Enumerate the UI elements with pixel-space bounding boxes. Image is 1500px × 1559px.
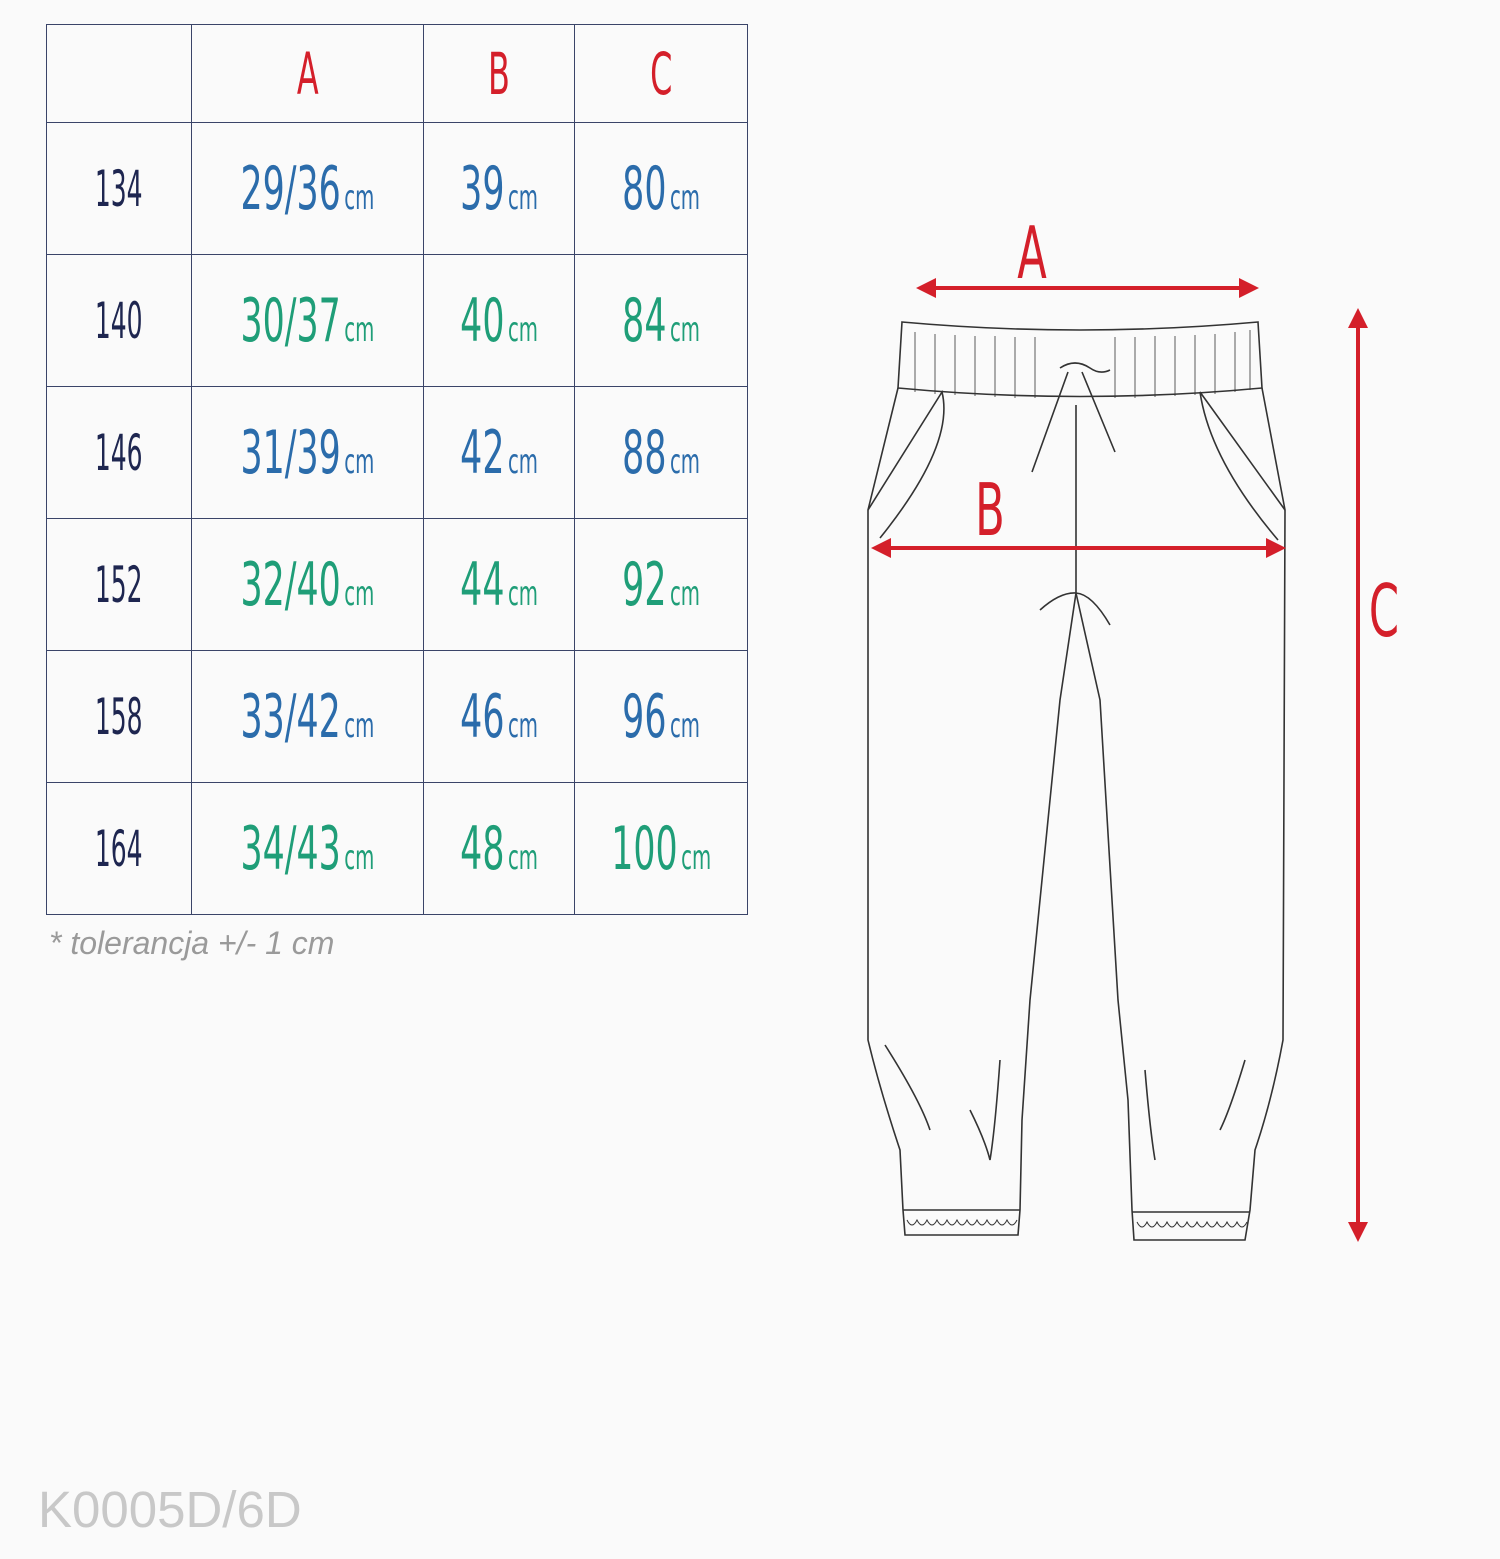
measurement-a-value: 31/39 [240,417,341,488]
tolerance-note: * tolerancja +/- 1 cm [49,925,335,961]
left-leg-outline [868,388,1076,1235]
measurement-b-value: 46 [459,681,505,752]
measurement-unit: cm [669,573,700,614]
right-leg-outline [1076,388,1285,1240]
size-label: 158 [95,687,143,746]
measurement-unit: cm [344,441,375,482]
dimension-b-label: B [975,469,1005,554]
measurement-a-value: 29/36 [240,153,341,224]
header-a-label: A [296,39,319,108]
measurement-unit: cm [507,441,538,482]
measurement-c-value: 96 [622,681,667,752]
measurement-unit: cm [507,837,538,878]
header-c-label: C [649,39,673,108]
measurement-a-value: 32/40 [240,549,341,620]
measurement-unit: cm [344,705,375,746]
size-label: 134 [95,159,143,218]
size-label: 152 [95,555,143,614]
measurement-c-value: 92 [622,549,667,620]
measurement-unit: cm [669,309,700,350]
measurement-unit: cm [669,441,700,482]
waistband [898,322,1262,397]
measurement-unit: cm [669,177,700,218]
measurement-b-value: 48 [459,813,505,884]
measurement-unit: cm [507,705,538,746]
measurement-b-value: 42 [459,417,505,488]
measurement-c-value: 80 [622,153,667,224]
measurement-unit: cm [680,837,711,878]
measurement-unit: cm [507,573,538,614]
measurement-unit: cm [344,177,375,218]
measurement-a-value: 34/43 [240,813,341,884]
drawstring [1032,363,1115,472]
measurement-b-value: 40 [459,285,505,356]
measurement-unit: cm [344,573,375,614]
measurement-b-value: 44 [459,549,505,620]
size-label: 164 [95,819,143,878]
measurement-unit: cm [344,837,375,878]
dimension-c-label: C [1368,570,1400,655]
measurement-a-value: 33/42 [240,681,341,752]
measurement-c-value: 88 [622,417,667,488]
measurement-c-value: 100 [610,813,678,884]
dimension-a-label: A [1017,212,1047,297]
measurement-unit: cm [507,309,538,350]
measurement-a-value: 30/37 [240,285,341,356]
product-code: K0005D/6D [38,1481,302,1538]
cuff-elastic [907,1220,1247,1227]
measurement-unit: cm [507,177,538,218]
measurement-unit: cm [669,705,700,746]
right-pocket [1200,392,1285,540]
pants-outline [868,322,1285,1240]
size-label: 146 [95,423,143,482]
measurement-unit: cm [344,309,375,350]
measurement-c-value: 84 [622,285,667,356]
header-b-label: B [487,39,510,108]
size-label: 140 [95,291,143,350]
measurement-b-value: 39 [459,153,505,224]
